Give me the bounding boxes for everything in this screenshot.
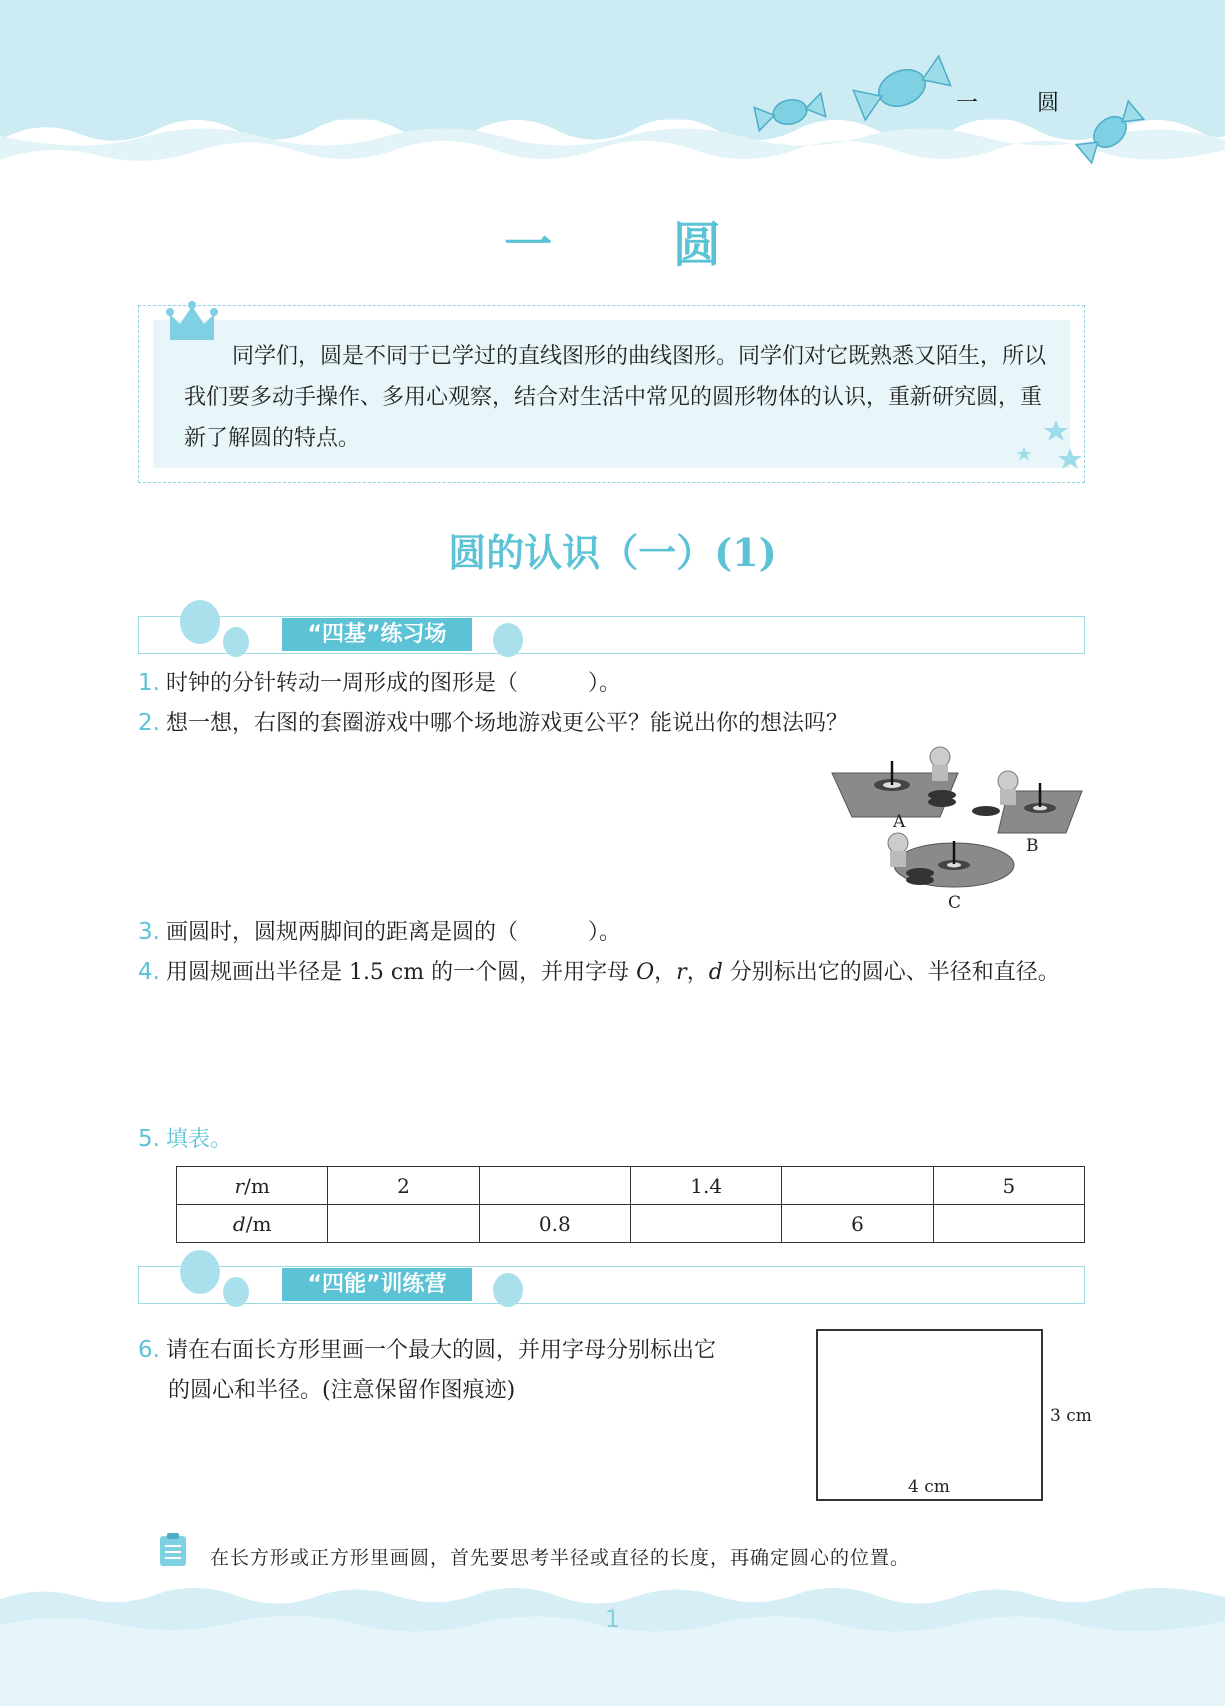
rect-height-label: 3 cm — [1050, 1406, 1092, 1426]
table-cell[interactable]: 1.4 — [630, 1167, 781, 1205]
rect-width-label: 4 cm — [908, 1477, 950, 1497]
balloon-icon — [490, 1272, 526, 1312]
table-cell[interactable] — [782, 1167, 933, 1205]
table-cell[interactable]: 6 — [782, 1205, 933, 1243]
figure-label-a: A — [893, 812, 906, 832]
drawing-rectangle[interactable] — [816, 1329, 1043, 1501]
question-3: 3. 画圆时，圆规两脚间的距离是圆的（ ）。 — [138, 919, 621, 945]
table-cell[interactable] — [328, 1205, 479, 1243]
intro-text: 同学们，圆是不同于已学过的直线图形的曲线图形。同学们对它既熟悉又陌生，所以我们要多动手操作、多用心观察，结合对生活中常见的圆形物体的认识，重新研究圆，重新了解圆的特点。 — [184, 344, 1047, 451]
table-cell[interactable] — [933, 1205, 1084, 1243]
page-title: 一 圆 — [504, 217, 773, 273]
stars-icon — [1010, 418, 1082, 478]
section-tag-basics: “四基”练习场 — [282, 618, 472, 651]
crown-icon — [166, 300, 218, 344]
question-1: 1. 时钟的分针转动一周形成的图形是（ ）。 — [138, 670, 621, 696]
balloon-icon — [490, 622, 526, 662]
table-row — [177, 1205, 1085, 1243]
top-cloud-band — [0, 0, 1225, 170]
table-cell[interactable] — [479, 1167, 630, 1205]
figure-label-c: C — [948, 893, 962, 913]
figure-label-b: B — [1026, 836, 1039, 856]
section-tag-skills: “四能”训练营 — [282, 1268, 472, 1301]
balloon-icon — [176, 1246, 256, 1308]
table-header-r: r/m — [177, 1167, 328, 1205]
table-cell[interactable]: 0.8 — [479, 1205, 630, 1243]
table-header-d: d/m — [177, 1205, 328, 1243]
table-cell[interactable]: 2 — [328, 1167, 479, 1205]
section-bar-skills — [138, 1266, 1085, 1304]
table-cell[interactable]: 5 — [933, 1167, 1084, 1205]
question-5: 5. 填表。 — [138, 1126, 232, 1152]
question-2: 2. 想一想，右图的套圈游戏中哪个场地游戏更公平？能说出你的想法吗？ — [138, 710, 848, 736]
intro-box — [138, 305, 1085, 483]
question-6: 6. 请在右面长方形里画一个最大的圆，并用字母分别标出它 的圆心和半径。(注意保留作图痕迹) — [138, 1337, 716, 1403]
section-bar-basics — [138, 616, 1085, 654]
page-number: 1 — [604, 1605, 621, 1633]
clipboard-icon — [158, 1532, 188, 1568]
question-4: 4. 用圆规画出半径是 1.5 cm 的一个圆，并用字母 O，r，d 分别标出它的圆心、半径和直径。 — [138, 959, 1060, 985]
lesson-title: 圆的认识（一）(1) — [448, 530, 777, 575]
balloon-icon — [176, 596, 256, 658]
bottom-cloud-band — [0, 1585, 1225, 1706]
ring-toss-figure — [828, 745, 1088, 915]
fill-table — [176, 1166, 1085, 1243]
table-row — [177, 1167, 1085, 1205]
tip-text: 在长方形或正方形里画圆，首先要思考半径或直径的长度，再确定圆心的位置。 — [210, 1547, 911, 1569]
chapter-label: 一 圆 — [956, 91, 1085, 116]
table-cell[interactable] — [630, 1205, 781, 1243]
